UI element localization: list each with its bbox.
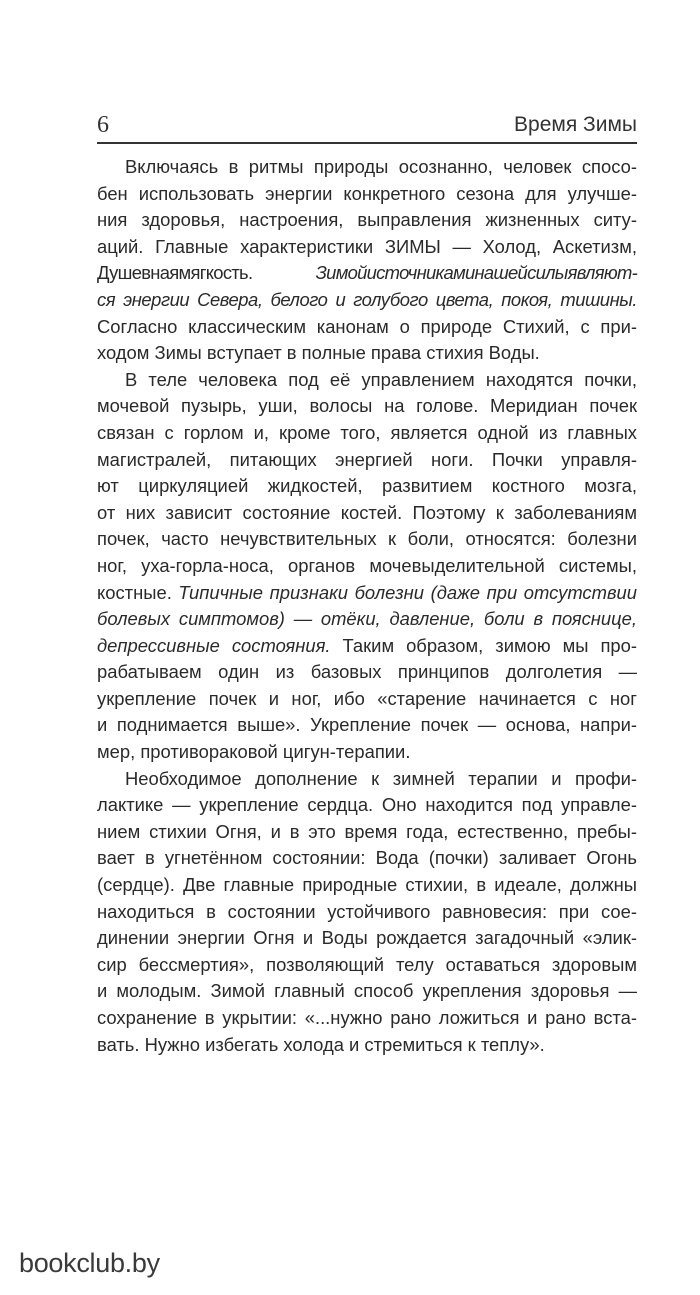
paragraph <box>97 367 637 766</box>
text-line <box>97 154 637 181</box>
text-segment: Таким образом, зимою мы про- <box>330 634 637 656</box>
text-segment: связан с горлом и, кроме того, является одной из главных <box>97 421 637 443</box>
text-segment: почек, часто нечувствительных к боли, относятся: болезни <box>97 528 637 550</box>
page-number: 6 <box>97 112 109 138</box>
text-line <box>97 899 637 926</box>
text-segment: сохранение в укрытии: «...нужно рано ложиться и рано вста- <box>97 1007 637 1028</box>
text-line <box>97 633 637 660</box>
text-segment: ходом Зимы вступает в полные права стихия Воды. <box>97 342 540 364</box>
body-text <box>97 154 637 1058</box>
text-line <box>97 473 637 500</box>
text-segment: (сердце). Две главные природные стихии, в идеале, должны <box>97 874 637 896</box>
italic-text: Зимойисточникаминашейсилыявляют- <box>315 262 637 284</box>
page-header <box>97 110 637 144</box>
text-line <box>97 393 637 420</box>
text-segment: В теле человека под её управлением находятся почки, <box>125 368 637 390</box>
text-line <box>97 207 637 234</box>
text-line <box>97 819 637 846</box>
italic-text: Типичные признаки болезни (даже при отсутствии <box>178 581 637 603</box>
text-line <box>97 314 637 341</box>
text-segment: Согласно классическим канонам о природе Стихий, с при- <box>97 315 637 337</box>
text-segment: и поднимается выше». Укрепление почек — основа, напри- <box>97 714 637 736</box>
text-line <box>97 234 637 261</box>
text-line <box>97 606 637 633</box>
text-segment: мер, противораковой цигун-терапии. <box>97 741 411 763</box>
text-segment: рабатываем один из базовых принципов долголетия — <box>97 661 637 683</box>
paragraph <box>97 154 637 367</box>
text-line <box>97 925 637 952</box>
text-line <box>97 712 637 739</box>
text-segment: лактике — укрепление сердца. Оно находится под управле- <box>97 794 637 816</box>
watermark: bookclub.by <box>19 1248 160 1278</box>
text-line <box>97 872 637 899</box>
text-line <box>97 845 637 872</box>
text-line <box>97 181 637 208</box>
text-line <box>97 952 637 979</box>
text-segment: бен использовать энергии конкретного сезона для улучше- <box>97 182 637 204</box>
text-segment: укрепление почек и ног, ибо «старение начинается с ног <box>97 687 637 709</box>
text-line <box>97 340 637 367</box>
text-segment: ют циркуляцией жидкостей, развитием костного мозга, <box>97 475 637 497</box>
text-segment: Душевнаямягкость. <box>97 262 316 284</box>
text-line <box>97 1005 637 1032</box>
text-segment: ног, уха-горла-носа, органов мочевыделительной системы, <box>97 554 637 576</box>
text-segment: от них зависит состояние костей. Поэтому к заболеваниям <box>97 501 637 523</box>
italic-text: болевых симптомов) — отёки, давление, боли в пояснице, <box>97 608 637 630</box>
text-line <box>97 580 637 607</box>
text-line <box>97 659 637 686</box>
text-line <box>97 978 637 1005</box>
text-line <box>97 686 637 713</box>
text-line <box>97 792 637 819</box>
paragraph <box>97 766 637 1059</box>
text-line <box>97 367 637 394</box>
text-segment: костные. <box>97 581 179 603</box>
text-line <box>97 766 637 793</box>
text-segment: вать. Нужно избегать холода и стремиться к теплу». <box>97 1033 545 1055</box>
text-segment: сир бессмертия», позволяющий телу оставаться здоровым <box>97 953 637 975</box>
text-line <box>97 500 637 527</box>
text-segment: нием стихии Огня, и в это время года, естественно, пребы- <box>97 820 637 842</box>
text-segment: и молодым. Зимой главный способ укрепления здоровья — <box>97 980 637 1002</box>
text-line <box>97 553 637 580</box>
text-line <box>97 447 637 474</box>
running-title: Время Зимы <box>514 113 637 136</box>
text-line <box>97 260 637 287</box>
text-segment: Включаясь в ритмы природы осознанно, человек спосо- <box>125 156 637 177</box>
text-segment: мочевой пузырь, уши, волосы на голове. Меридиан почек <box>97 395 637 417</box>
text-line <box>97 526 637 553</box>
text-line <box>97 1032 637 1059</box>
italic-text: ся энергии Севера, белого и голубого цвета, покоя, тишины. <box>97 288 637 310</box>
text-line <box>97 739 637 766</box>
text-segment: аций. Главные характеристики ЗИМЫ — Холод, Аскетизм, <box>97 235 637 257</box>
text-segment: вает в угнетённом состоянии: Вода (почки) заливает Огонь <box>97 847 637 869</box>
text-segment: магистралей, питающих энергией ноги. Почки управля- <box>97 448 637 470</box>
text-line <box>97 287 637 314</box>
text-segment: динении энергии Огня и Воды рождается загадочный «элик- <box>97 927 637 949</box>
text-segment: ния здоровья, настроения, выправления жизненных ситу- <box>97 209 637 231</box>
text-line <box>97 420 637 447</box>
italic-text: депрессивные состояния. <box>97 634 331 656</box>
text-segment: Необходимое дополнение к зимней терапии и профи- <box>125 767 637 789</box>
text-segment: находиться в состоянии устойчивого равновесия: при сое- <box>97 900 637 922</box>
